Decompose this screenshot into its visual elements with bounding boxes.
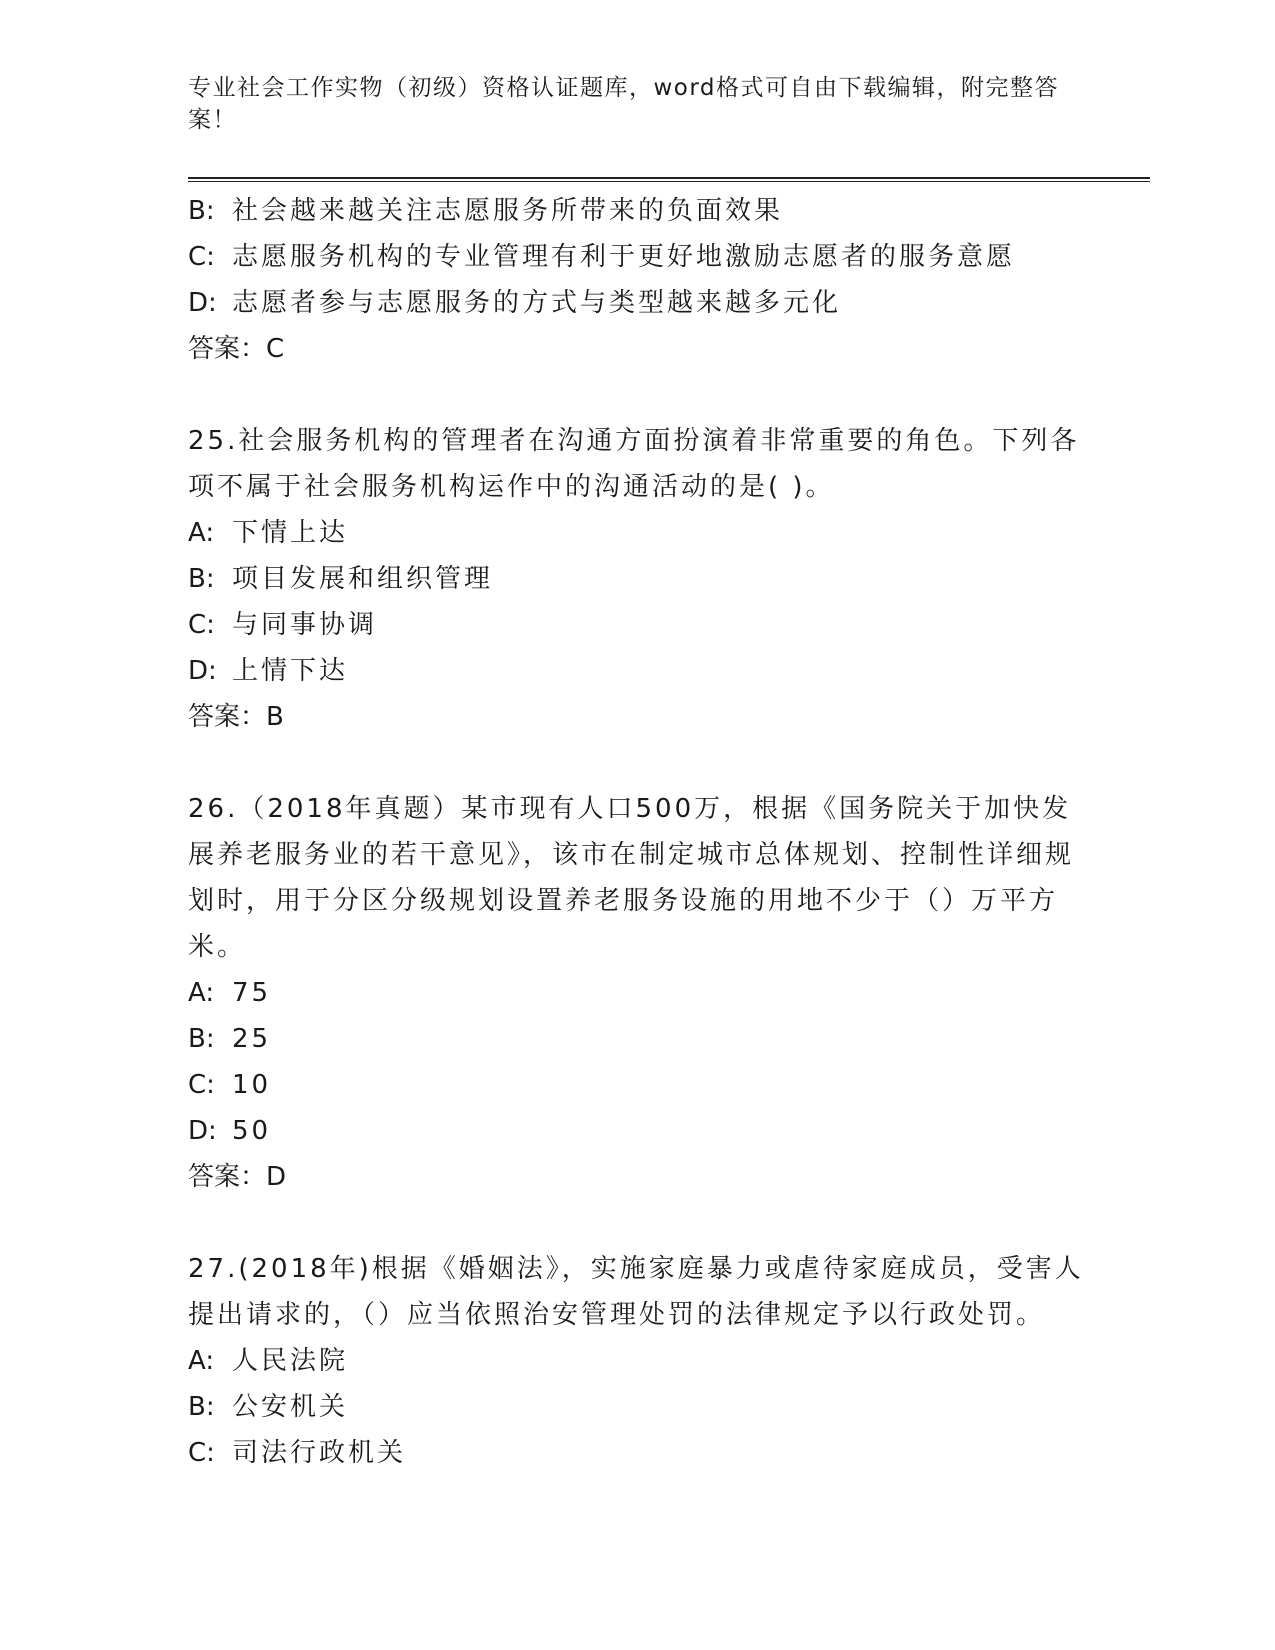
spacer <box>188 1200 1088 1246</box>
option-b <box>188 188 1088 234</box>
option-text: 10 <box>232 1070 272 1100</box>
question-stem-26: 26.（2018年真题）某市现有人口500万，根据《国务院关于加快发展养老服务业的若干意见》，该市在制定城市总体规划、控制性详细规划时，用于分区分级规划设置养老服务设施的用地不少于（）万平方米。 <box>188 794 1075 962</box>
header-divider-thick <box>188 177 1150 179</box>
option-d <box>188 280 1088 326</box>
option-a <box>188 970 1088 1016</box>
spacer <box>188 372 1088 418</box>
question-content <box>188 188 1088 1476</box>
option-b <box>188 1384 1088 1430</box>
option-b <box>188 556 1088 602</box>
option-d <box>188 1108 1088 1154</box>
option-text: 上情下达 <box>232 656 349 686</box>
option-label: D: <box>188 656 217 686</box>
question-stem-25: 25.社会服务机构的管理者在沟通方面扮演着非常重要的角色。下列各项不属于社会服务机构运作中的沟通活动的是( )。 <box>188 426 1080 502</box>
option-label: A: <box>188 518 215 548</box>
option-label: B: <box>188 1392 215 1422</box>
option-text: 50 <box>232 1116 272 1146</box>
option-d <box>188 648 1088 694</box>
option-b <box>188 1016 1088 1062</box>
document-header: 专业社会工作实物（初级）资格认证题库，word格式可自由下载编辑，附完整答案！ <box>188 75 1060 133</box>
option-c <box>188 234 1088 280</box>
option-text: 社会越来越关注志愿服务所带来的负面效果 <box>232 196 784 226</box>
option-text: 项目发展和组织管理 <box>232 564 494 594</box>
answer-line: 答案：D <box>188 1162 287 1192</box>
option-text: 与同事协调 <box>232 610 378 640</box>
option-label: D: <box>188 1116 217 1146</box>
option-label: C: <box>188 1070 215 1100</box>
option-text: 下情上达 <box>232 518 349 548</box>
spacer <box>188 740 1088 786</box>
option-label: B: <box>188 564 215 594</box>
option-label: B: <box>188 1024 215 1054</box>
header-divider-thin <box>188 181 1150 182</box>
option-text: 志愿者参与志愿服务的方式与类型越来越多元化 <box>232 288 842 318</box>
option-a <box>188 1338 1088 1384</box>
option-text: 公安机关 <box>232 1392 349 1422</box>
option-text: 75 <box>232 978 272 1008</box>
option-c <box>188 1430 1088 1476</box>
option-a <box>188 510 1088 556</box>
option-text: 志愿服务机构的专业管理有利于更好地激励志愿者的服务意愿 <box>232 242 1016 272</box>
option-label: D: <box>188 288 217 318</box>
option-label: B: <box>188 196 215 226</box>
option-text: 25 <box>232 1024 272 1054</box>
option-text: 司法行政机关 <box>232 1438 407 1468</box>
option-label: C: <box>188 1438 215 1468</box>
option-text: 人民法院 <box>232 1346 349 1376</box>
option-c <box>188 602 1088 648</box>
answer-line: 答案：C <box>188 334 285 364</box>
option-label: C: <box>188 610 215 640</box>
option-c <box>188 1062 1088 1108</box>
answer-line: 答案：B <box>188 702 284 732</box>
option-label: A: <box>188 1346 215 1376</box>
question-stem-27: 27.(2018年)根据《婚姻法》，实施家庭暴力或虐待家庭成员，受害人提出请求的，（）应当依照治安管理处罚的法律规定予以行政处罚。 <box>188 1254 1084 1330</box>
option-label: A: <box>188 978 215 1008</box>
option-label: C: <box>188 242 215 272</box>
